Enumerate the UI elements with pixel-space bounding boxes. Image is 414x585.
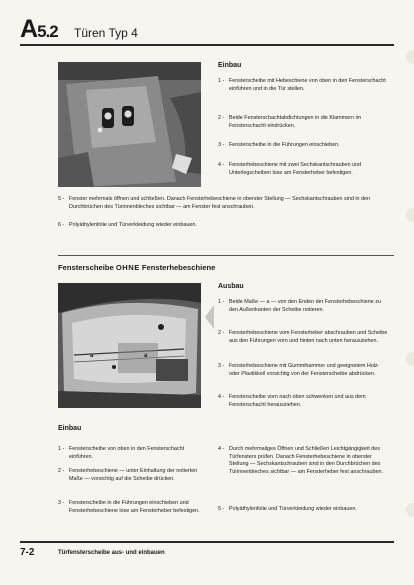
footer-rule xyxy=(20,541,394,543)
section-code-sub: 5.2 xyxy=(37,22,58,41)
middle-step-1 xyxy=(218,299,390,314)
top-step-1 xyxy=(218,78,390,93)
bottom-step-4 xyxy=(218,446,390,477)
section-heading-emph: OHNE xyxy=(115,263,140,272)
punch-hole xyxy=(406,50,414,64)
middle-step-2 xyxy=(218,330,390,345)
step-text: Fensterscheibe vorn nach oben schwenken und aus dem Fensterschacht herausziehen. xyxy=(229,394,366,408)
punch-hole xyxy=(406,503,414,517)
top-step-3 xyxy=(218,142,390,150)
step-number: 4 - xyxy=(218,162,225,168)
step-text: Polyäthylenfolie und Türverkleidung wieder einbauen. xyxy=(69,222,197,228)
step-text: Durch mehrmaliges Öffnen und Schließen Leichtgängigkeit des Türfensters prüfen. Danach Fensterhebeschiene in oberster Stellung — Sechskantschrauben sind in den Durchbrüchen des Türinnenbleches sichtbar — am Fensterheber fest anschrauben. xyxy=(229,446,384,476)
middle-step-3 xyxy=(218,363,390,378)
step-number: 5 - xyxy=(218,506,225,512)
middle-heading: Ausbau xyxy=(218,283,244,290)
step-number: 4 - xyxy=(218,446,225,452)
top-step-4 xyxy=(218,162,390,177)
bottom-step-2 xyxy=(58,468,206,483)
footer-title: Türfensterscheibe aus- und einbauen xyxy=(58,550,165,556)
step-number: 2 - xyxy=(218,330,225,336)
step-text: Polyäthylenfolie und Türverkleidung wieder einbauen. xyxy=(229,506,357,512)
step-number: 5 - xyxy=(58,196,65,202)
bottom-step-5 xyxy=(218,506,390,514)
step-text: Fenster mehrmals öffnen und schließen. Danach Fensterhebeschiene in oberster Stellung — Sechskantschrauben sind in den Durchbrüchen des Türinnenbleches sichtbar — am Fenster fest anschrauben. xyxy=(69,196,371,210)
step-number: 1 - xyxy=(218,78,225,84)
bottom-step-1 xyxy=(58,446,206,461)
section-divider xyxy=(58,255,394,256)
step-number: 4 - xyxy=(218,394,225,400)
top-step-2 xyxy=(218,115,390,130)
step-number: 3 - xyxy=(58,500,65,506)
middle-step-4 xyxy=(218,394,390,409)
page-number: 7-2 xyxy=(20,547,35,558)
bottom-step-3 xyxy=(58,500,206,515)
step-number: 1 - xyxy=(218,299,225,305)
step-number: 2 - xyxy=(218,115,225,121)
section-title: Türen Typ 4 xyxy=(74,26,138,40)
step-number: 2 - xyxy=(58,468,65,474)
photo-window-glass-in-door xyxy=(58,283,201,408)
photo-label-a: a xyxy=(90,353,94,359)
step-text: Fensterscheibe mit Hebeschiene von oben in den Fensterschacht einführen und in die Tür stellen. xyxy=(229,78,386,92)
step-text: Fensterhebeschiene mit Gummihammer und geeignetem Holz- oder Plastikkeil vorsichtig von der Fensterscheibe abdrücken. xyxy=(229,363,380,377)
step-text: Fensterhebeschiene vom Fensterheber abschrauben und Scheibe aus den Führungen vorn und hinten nach unten herausziehen. xyxy=(229,330,388,344)
punch-hole xyxy=(406,352,414,366)
section-heading-pre: Fensterscheibe xyxy=(58,263,116,272)
step-number: 3 - xyxy=(218,142,225,148)
punch-hole xyxy=(406,208,414,222)
step-text: Beide Maße — a — von den Enden der Fensterhebeschiene zu den Außenkanten der Scheibe notieren. xyxy=(229,299,381,313)
top-heading: Einbau xyxy=(218,62,242,69)
section-code xyxy=(20,17,58,42)
photo-illustration xyxy=(58,62,201,187)
step-text: Fensterscheibe in die Führungen einschieben und Fensterhebeschiene lose am Fensterheber befestigen. xyxy=(69,500,200,514)
step-text: Fensterscheibe in die Führungen einschieben. xyxy=(229,142,340,148)
pointer-arrow-icon xyxy=(205,305,214,329)
top-step-5 xyxy=(58,196,390,211)
step-text: Fensterhebeschiene mit zwei Sechskantschrauben und Unterlegscheiben lose am Fensterheber befestigen. xyxy=(229,162,362,176)
step-text: Fensterscheibe von oben in den Fensterschacht einführen. xyxy=(69,446,185,460)
top-step-6 xyxy=(58,222,390,230)
photo-illustration xyxy=(58,283,201,408)
step-number: 3 - xyxy=(218,363,225,369)
section-heading-post: Fensterhebeschiene xyxy=(139,263,216,272)
section-heading xyxy=(58,263,215,272)
header-rule xyxy=(20,44,394,46)
bottom-heading: Einbau xyxy=(58,425,82,432)
step-text: Fensterhebeschiene — unter Einhaltung der notierten Maße — vorsichtig auf die Scheibe drücken. xyxy=(69,468,198,482)
step-text: Beide Fensterschachtabdichtungen in die Klammern im Fensterschacht eindrücken. xyxy=(229,115,362,129)
photo-door-window-regulator xyxy=(58,62,201,187)
step-number: 6 - xyxy=(58,222,65,228)
photo-label-a: a xyxy=(144,353,148,359)
section-code-main: A xyxy=(20,15,38,43)
step-number: 1 - xyxy=(58,446,65,452)
